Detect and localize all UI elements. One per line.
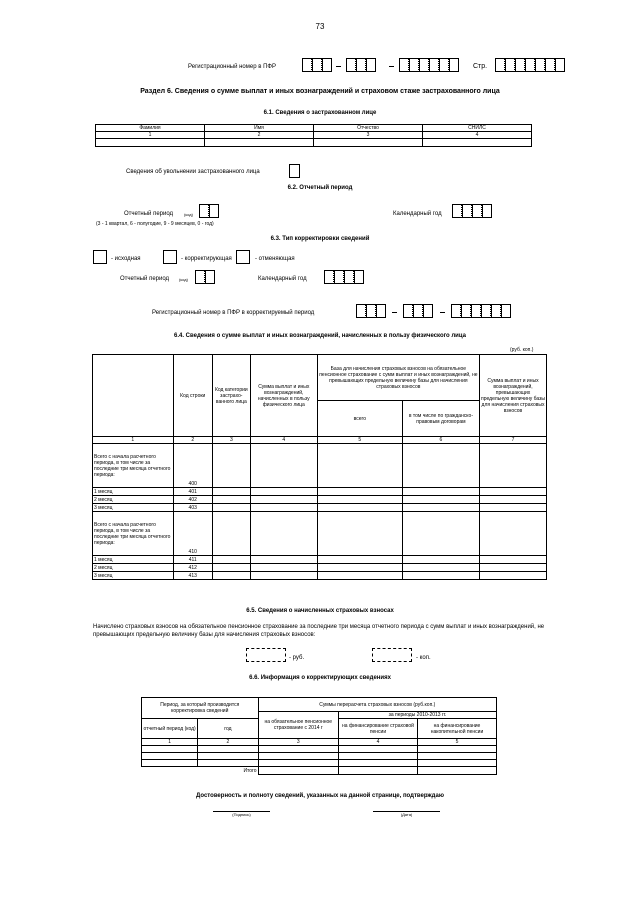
- reg-part2[interactable]: [346, 58, 376, 72]
- s66-title: 6.6. Информация о корректирующих сведениях: [249, 675, 391, 681]
- opt-cancelling: - отменяющая: [255, 256, 295, 262]
- col-num: 1: [96, 132, 205, 139]
- s62-title: 6.2. Отчетный период: [287, 185, 353, 191]
- col-num: 5: [317, 437, 402, 444]
- row-label: 1 месяц: [93, 488, 174, 496]
- col-num: 2: [205, 132, 314, 139]
- col-num: 5: [417, 739, 496, 746]
- row-label: 1 месяц: [93, 556, 174, 564]
- period-code-cells[interactable]: [199, 204, 219, 218]
- h-base: База для начисления страховых взносов на обязательное пенсионное страхование с сумм выплат и иных вознаграждений, не превышающих предельную величину базы для начисления страховых взносов: [317, 355, 479, 401]
- s64-title: 6.4. Сведения о сумме выплат и иных вознаграждений, начисленных в пользу физического лица: [174, 333, 466, 339]
- h-2010: за периоды 2010-2013 гг.: [339, 712, 497, 719]
- date-caption: (Дата): [400, 812, 413, 817]
- section-title: Раздел 6. Сведения о сумме выплат и иных вознаграждений и страховом стаже застрахованного лица: [140, 88, 500, 95]
- corr-period-cells[interactable]: [195, 270, 215, 284]
- kop-label: - коп.: [416, 655, 431, 661]
- col-num: 3: [212, 437, 250, 444]
- rub-label: - руб.: [289, 655, 305, 661]
- row-label: 3 месяц: [93, 572, 174, 580]
- year-cells[interactable]: [452, 204, 492, 218]
- col-num: 1: [93, 437, 174, 444]
- row-label: 3 месяц: [93, 504, 174, 512]
- signature-caption: (Подпись): [232, 812, 251, 817]
- page-label: Стр.: [473, 63, 488, 70]
- h-quarter: отчетный период (код): [142, 719, 198, 739]
- h-category: Код категории застрахо-ванного лица: [212, 355, 250, 437]
- footer-statement: Достоверность и полноту сведений, указанных на данной странице, подтверждаю: [196, 793, 444, 799]
- h-sums: Суммы перерасчета страховых взносов (руб.коп.): [258, 698, 496, 712]
- th-name: Имя: [205, 125, 314, 132]
- h-obligatory: на обязательное пенсионное страхование с 2014 г: [258, 712, 338, 739]
- corr-period-label: Отчетный период: [120, 276, 170, 282]
- col-num: 7: [480, 437, 547, 444]
- cancelling-checkbox[interactable]: [236, 250, 250, 264]
- h-year: год: [198, 719, 258, 739]
- reg-part3[interactable]: [399, 58, 459, 72]
- dismiss-label: Сведения об увольнении застрахованного лица: [126, 169, 260, 175]
- col-num: 4: [250, 437, 317, 444]
- s61-title: 6.1. Сведения о застрахованном лице: [263, 110, 377, 116]
- corr-year-label: Календарный год: [258, 276, 307, 282]
- col-num: 4: [423, 132, 532, 139]
- original-checkbox[interactable]: [93, 250, 107, 264]
- period-label: Отчетный период: [124, 211, 174, 217]
- col-num: 3: [314, 132, 423, 139]
- col-num: 3: [258, 739, 338, 746]
- rub-input[interactable]: [246, 648, 286, 662]
- total-label: Итого: [142, 767, 259, 775]
- row-code: 402: [173, 496, 212, 504]
- surname-input[interactable]: [96, 139, 205, 147]
- patronymic-input[interactable]: [314, 139, 423, 147]
- row-label: 2 месяц: [93, 564, 174, 572]
- corr-year-cells[interactable]: [324, 270, 364, 284]
- reg-number-label: Регистрационный номер в ПФР: [188, 64, 276, 70]
- snils-input[interactable]: [423, 139, 532, 147]
- row-label: Всего с начала расчетного периода, в том числе за последние три месяца отчетного периода:: [93, 444, 174, 488]
- row-code: 403: [173, 504, 212, 512]
- s65-title: 6.5. Сведения о начисленных страховых взносах: [246, 608, 394, 614]
- period-hint: (3 - 1 квартал, 6 - полугодие, 9 - 9 месяцев, 0 - год): [96, 221, 214, 227]
- opt-original: - исходная: [111, 256, 141, 262]
- h-civil: в том числе по гражданско-правовым договорам: [402, 401, 479, 437]
- th-surname: Фамилия: [96, 125, 205, 132]
- opt-correcting: - корректирующая: [181, 256, 232, 262]
- name-input[interactable]: [205, 139, 314, 147]
- row-code: 412: [173, 564, 212, 572]
- th-patronymic: Отчество: [314, 125, 423, 132]
- corr-reg-label: Регистрационный номер в ПФР в корректируемый период: [152, 310, 315, 316]
- h-total: всего: [317, 401, 402, 437]
- page-number: 73: [315, 22, 325, 31]
- corrections-table: [141, 697, 497, 775]
- s63-title: 6.3. Тип корректировки сведений: [270, 236, 370, 242]
- col-num: 2: [173, 437, 212, 444]
- corr-period-code-label: (код): [179, 277, 188, 282]
- col-num: 6: [402, 437, 479, 444]
- col-num: 1: [142, 739, 198, 746]
- row-code: 413: [173, 572, 212, 580]
- col-num: 2: [198, 739, 258, 746]
- correcting-checkbox[interactable]: [163, 250, 177, 264]
- page-number-cells[interactable]: [495, 58, 565, 72]
- year-label: Календарный год: [393, 211, 442, 217]
- s64-unit: (руб. коп.): [510, 347, 534, 353]
- th-snils: СНИЛС: [423, 125, 532, 132]
- row-code: 410: [173, 512, 212, 556]
- h-insurance: на финансирование страховой пенсии: [339, 719, 418, 739]
- payments-table: [92, 354, 547, 580]
- h-over: Сумма выплат и иных вознаграждений, превышающих предельную величину базы для начисления страховых взносов: [480, 355, 547, 437]
- corr-reg-part2[interactable]: [403, 304, 433, 318]
- dismiss-checkbox[interactable]: [289, 164, 300, 178]
- corr-reg-part1[interactable]: [356, 304, 386, 318]
- s65-text: Начислено страховых взносов на обязательное пенсионное страхование за последние три месяца отчетного периода с сумм выплат и иных вознаграждений, не превышающих предельную величину базы для начисления страховых взносов:: [93, 624, 545, 638]
- row-code: 411: [173, 556, 212, 564]
- kop-input[interactable]: [372, 648, 412, 662]
- row-code: 401: [173, 488, 212, 496]
- h-code: Код строки: [173, 355, 212, 437]
- period-code-label: (код): [184, 212, 193, 217]
- h-period: Период, за который производится корректировка сведений: [142, 698, 259, 719]
- reg-part1[interactable]: [302, 58, 332, 72]
- col-num: 4: [339, 739, 418, 746]
- row-code: 400: [173, 444, 212, 488]
- corr-reg-part3[interactable]: [451, 304, 511, 318]
- h-funded: на финансирование накопительной пенсии: [417, 719, 496, 739]
- h-sum: Сумма выплат и иных вознаграждений, начисленных в пользу физического лица: [250, 355, 317, 437]
- insured-person-table: [95, 124, 532, 147]
- row-label: Всего с начала расчетного периода, в том числе за последние три месяца отчетного периода:: [93, 512, 174, 556]
- row-label: 2 месяц: [93, 496, 174, 504]
